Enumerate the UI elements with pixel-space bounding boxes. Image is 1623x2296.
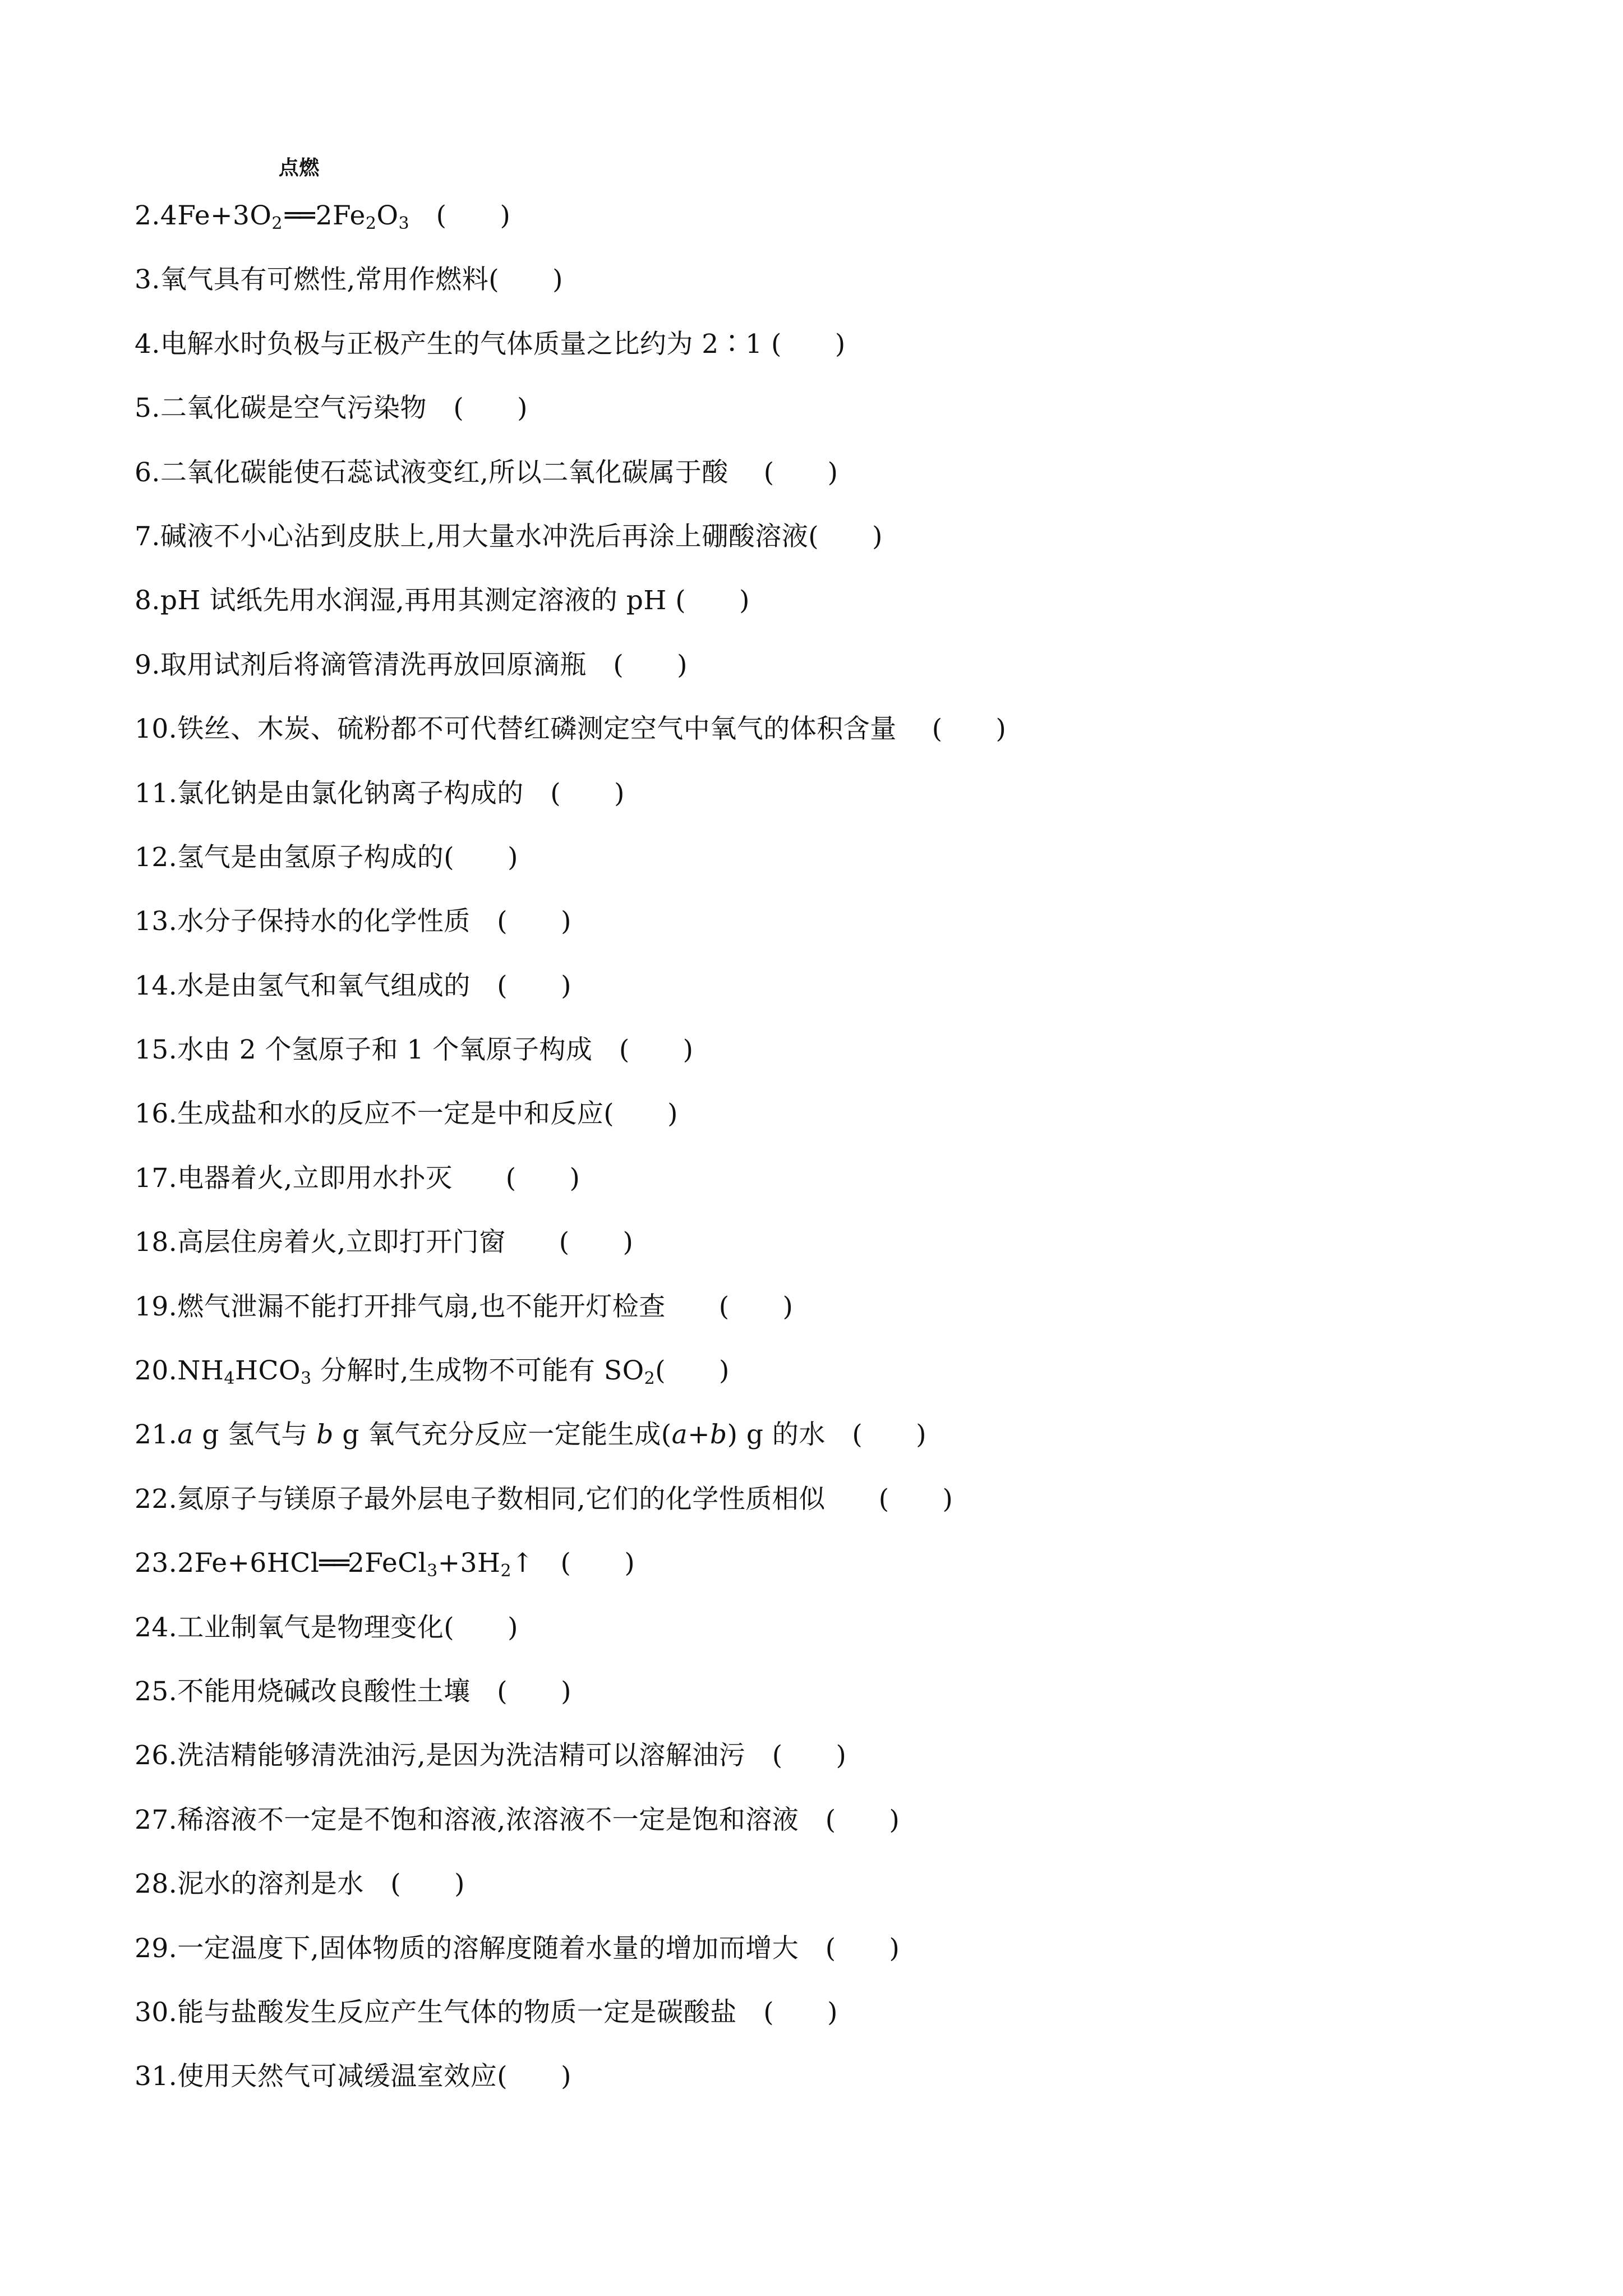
answer-blank: ( ) [878, 1483, 953, 1515]
question-number: 2. [135, 200, 160, 231]
answer-blank: ( ) [763, 1996, 838, 2028]
question-text: 铁丝、木炭、硫粉都不可代替红磷测定空气中氧气的体积含量 [177, 714, 932, 745]
equation-text: 2Fe+6HCl [177, 1548, 320, 1579]
question-item-17 [135, 1147, 1503, 1211]
question-number: 10. [135, 714, 178, 745]
answer-blank: ( ) [808, 521, 883, 552]
answer-blank: ( ) [409, 200, 511, 231]
equals-sign: ══ [285, 200, 313, 231]
subscript: 2 [271, 214, 283, 233]
answer-blank: ( ) [559, 1227, 634, 1258]
subscript: 2 [500, 1561, 512, 1581]
question-number: 3. [135, 264, 160, 296]
question-item-2 [135, 157, 1503, 248]
answer-blank: ( ) [505, 1162, 580, 1194]
question-text: 工业制氧气是物理变化 [177, 1612, 444, 1643]
answer-blank: ( ) [497, 970, 571, 1001]
question-text: 使用天然气可减缓温室效应 [177, 2061, 497, 2092]
variable-sum: a+b [671, 1419, 727, 1451]
question-item-9 [135, 633, 1503, 697]
question-number: 27. [135, 1804, 178, 1835]
equation-text: 2Fe [315, 200, 366, 231]
subscript: 2 [644, 1369, 656, 1389]
question-text: 生成盐和水的反应不一定是中和反应 [177, 1098, 604, 1130]
subscript: 3 [398, 214, 410, 233]
equation-text: 4Fe+3O [160, 200, 272, 231]
question-item-24 [135, 1596, 1503, 1660]
question-number: 26. [135, 1740, 178, 1772]
question-item-5 [135, 376, 1503, 440]
answer-blank: ( ) [390, 1869, 465, 1900]
question-number: 9. [135, 649, 160, 680]
question-text: 能与盐酸发生反应产生气体的物质一定是碳酸盐 [177, 1996, 764, 2028]
answer-blank: ( ) [613, 649, 688, 680]
question-text: 稀溶液不一定是不饱和溶液,浓溶液不一定是饱和溶液 [177, 1804, 826, 1835]
answer-blank: ( ) [619, 1034, 694, 1066]
question-text: 水由 2 个氢原子和 1 个氧原子构成 [177, 1034, 619, 1066]
question-item-15 [135, 1018, 1503, 1082]
subscript: 3 [427, 1561, 438, 1581]
answer-blank: ( ) [771, 328, 846, 360]
question-number: 30. [135, 1996, 178, 2028]
question-item-30 [135, 1981, 1503, 2045]
question-item-7 [135, 505, 1503, 569]
question-number: 12. [135, 841, 178, 873]
question-number: 22. [135, 1483, 178, 1515]
question-number: 20. [135, 1355, 178, 1387]
question-item-25 [135, 1660, 1503, 1724]
subscript: 4 [224, 1369, 235, 1389]
question-item-14 [135, 954, 1503, 1018]
question-number: 28. [135, 1869, 178, 1900]
question-item-27 [135, 1788, 1503, 1852]
answer-blank: ( ) [497, 2061, 571, 2092]
question-text: g 氧气充分反应一定能生成( [333, 1419, 672, 1451]
question-number: 7. [135, 521, 160, 552]
question-number: 23. [135, 1548, 178, 1579]
answer-blank: ( ) [655, 1355, 730, 1387]
question-text: 氦原子与镁原子最外层电子数相同,它们的化学性质相似 [177, 1483, 879, 1515]
variable-b: b [316, 1419, 334, 1451]
question-item-3 [135, 248, 1503, 312]
question-text: 二氧化碳是空气污染物 [160, 393, 454, 424]
question-number: 21. [135, 1419, 178, 1451]
question-item-28 [135, 1852, 1503, 1916]
equals-sign: ══ [319, 1548, 348, 1579]
answer-blank: ( ) [772, 1740, 847, 1772]
question-item-13 [135, 890, 1503, 954]
equation-text: O [376, 200, 399, 231]
question-number: 29. [135, 1932, 178, 1964]
question-text: 燃气泄漏不能打开排气扇,也不能开灯检查 [177, 1291, 719, 1322]
answer-blank: ( ) [444, 1612, 518, 1643]
question-text: 氯化钠是由氯化钠离子构成的 [177, 777, 551, 809]
answer-blank: ( ) [675, 585, 750, 616]
answer-blank: ( ) [497, 1676, 571, 1707]
question-item-12 [135, 826, 1503, 890]
answer-blank: ( ) [497, 906, 571, 937]
question-text: pH 试纸先用水润湿,再用其测定溶液的 pH [160, 585, 676, 616]
question-number: 31. [135, 2061, 178, 2092]
question-text: 高层住房着火,立即打开门窗 [177, 1227, 559, 1258]
question-text: 氢气是由氢原子构成的 [177, 841, 444, 873]
question-item-31 [135, 2045, 1503, 2109]
question-number: 8. [135, 585, 160, 616]
question-text: ) g 的水 [727, 1419, 852, 1451]
question-item-23 [135, 1531, 1503, 1595]
question-text: 一定温度下,固体物质的溶解度随着水量的增加而增大 [177, 1932, 826, 1964]
question-text: 二氧化碳能使石蕊试液变红,所以二氧化碳属于酸 [160, 457, 764, 488]
answer-blank: ( ) [444, 841, 518, 873]
question-item-16 [135, 1082, 1503, 1146]
question-text: g 氢气与 [193, 1419, 317, 1451]
answer-blank: ( ) [825, 1932, 900, 1964]
question-number: 18. [135, 1227, 178, 1258]
question-number: 4. [135, 328, 160, 360]
question-item-21 [135, 1403, 1503, 1467]
equation-text: +3H [437, 1548, 501, 1579]
question-text: 电解水时负极与正极产生的气体质量之比约为 2∶1 [160, 328, 772, 360]
question-number: 6. [135, 457, 160, 488]
question-number: 17. [135, 1162, 178, 1194]
question-item-18 [135, 1211, 1503, 1274]
subscript: 3 [300, 1369, 312, 1389]
question-text: 电器着火,立即用水扑灭 [177, 1162, 506, 1194]
formula-text: NH [177, 1355, 224, 1387]
question-text: 不能用烧碱改良酸性土壤 [177, 1676, 497, 1707]
question-text: 分解时,生成物不可能有 SO [311, 1355, 644, 1387]
answer-blank: ( ) [560, 1548, 635, 1579]
answer-blank: ( ) [453, 393, 528, 424]
question-number: 11. [135, 777, 178, 809]
question-item-10 [135, 697, 1503, 761]
question-text: 碱液不小心沾到皮肤上,用大量水冲洗后再涂上硼酸溶液 [160, 521, 809, 552]
question-item-8 [135, 569, 1503, 633]
question-item-4 [135, 312, 1503, 376]
question-number: 25. [135, 1676, 178, 1707]
question-item-22 [135, 1467, 1503, 1531]
question-number: 19. [135, 1291, 178, 1322]
answer-blank: ( ) [550, 777, 625, 809]
condition-label: 点燃 [278, 157, 320, 180]
question-number: 13. [135, 906, 178, 937]
formula-text: HCO [234, 1355, 301, 1387]
subscript: 2 [365, 214, 377, 233]
question-text: 水是由氢气和氧气组成的 [177, 970, 497, 1001]
equation-text: 2FeCl [347, 1548, 427, 1579]
answer-blank: ( ) [932, 714, 1007, 745]
question-item-19 [135, 1275, 1503, 1339]
question-item-6 [135, 441, 1503, 505]
question-text: 取用试剂后将滴管清洗再放回原滴瓶 [160, 649, 614, 680]
reaction-condition [278, 157, 320, 248]
question-number: 24. [135, 1612, 178, 1643]
question-item-11 [135, 762, 1503, 826]
gas-arrow: ↑ [511, 1548, 561, 1579]
question-text: 水分子保持水的化学性质 [177, 906, 497, 937]
question-item-20 [135, 1339, 1503, 1403]
question-list [135, 157, 1503, 2109]
question-number: 15. [135, 1034, 178, 1066]
question-text: 洗洁精能够清洗油污,是因为洗洁精可以溶解油污 [177, 1740, 772, 1772]
question-text: 泥水的溶剂是水 [177, 1869, 391, 1900]
answer-blank: ( ) [763, 457, 838, 488]
answer-blank: ( ) [825, 1804, 900, 1835]
answer-blank: ( ) [488, 264, 563, 296]
question-number: 5. [135, 393, 160, 424]
question-number: 16. [135, 1098, 178, 1130]
answer-blank: ( ) [852, 1419, 927, 1451]
answer-blank: ( ) [603, 1098, 678, 1130]
variable-a: a [177, 1419, 193, 1451]
question-text: 氧气具有可燃性,常用作燃料 [160, 264, 489, 296]
question-number: 14. [135, 970, 178, 1001]
answer-blank: ( ) [718, 1291, 794, 1322]
question-item-29 [135, 1917, 1503, 1981]
question-item-26 [135, 1724, 1503, 1788]
